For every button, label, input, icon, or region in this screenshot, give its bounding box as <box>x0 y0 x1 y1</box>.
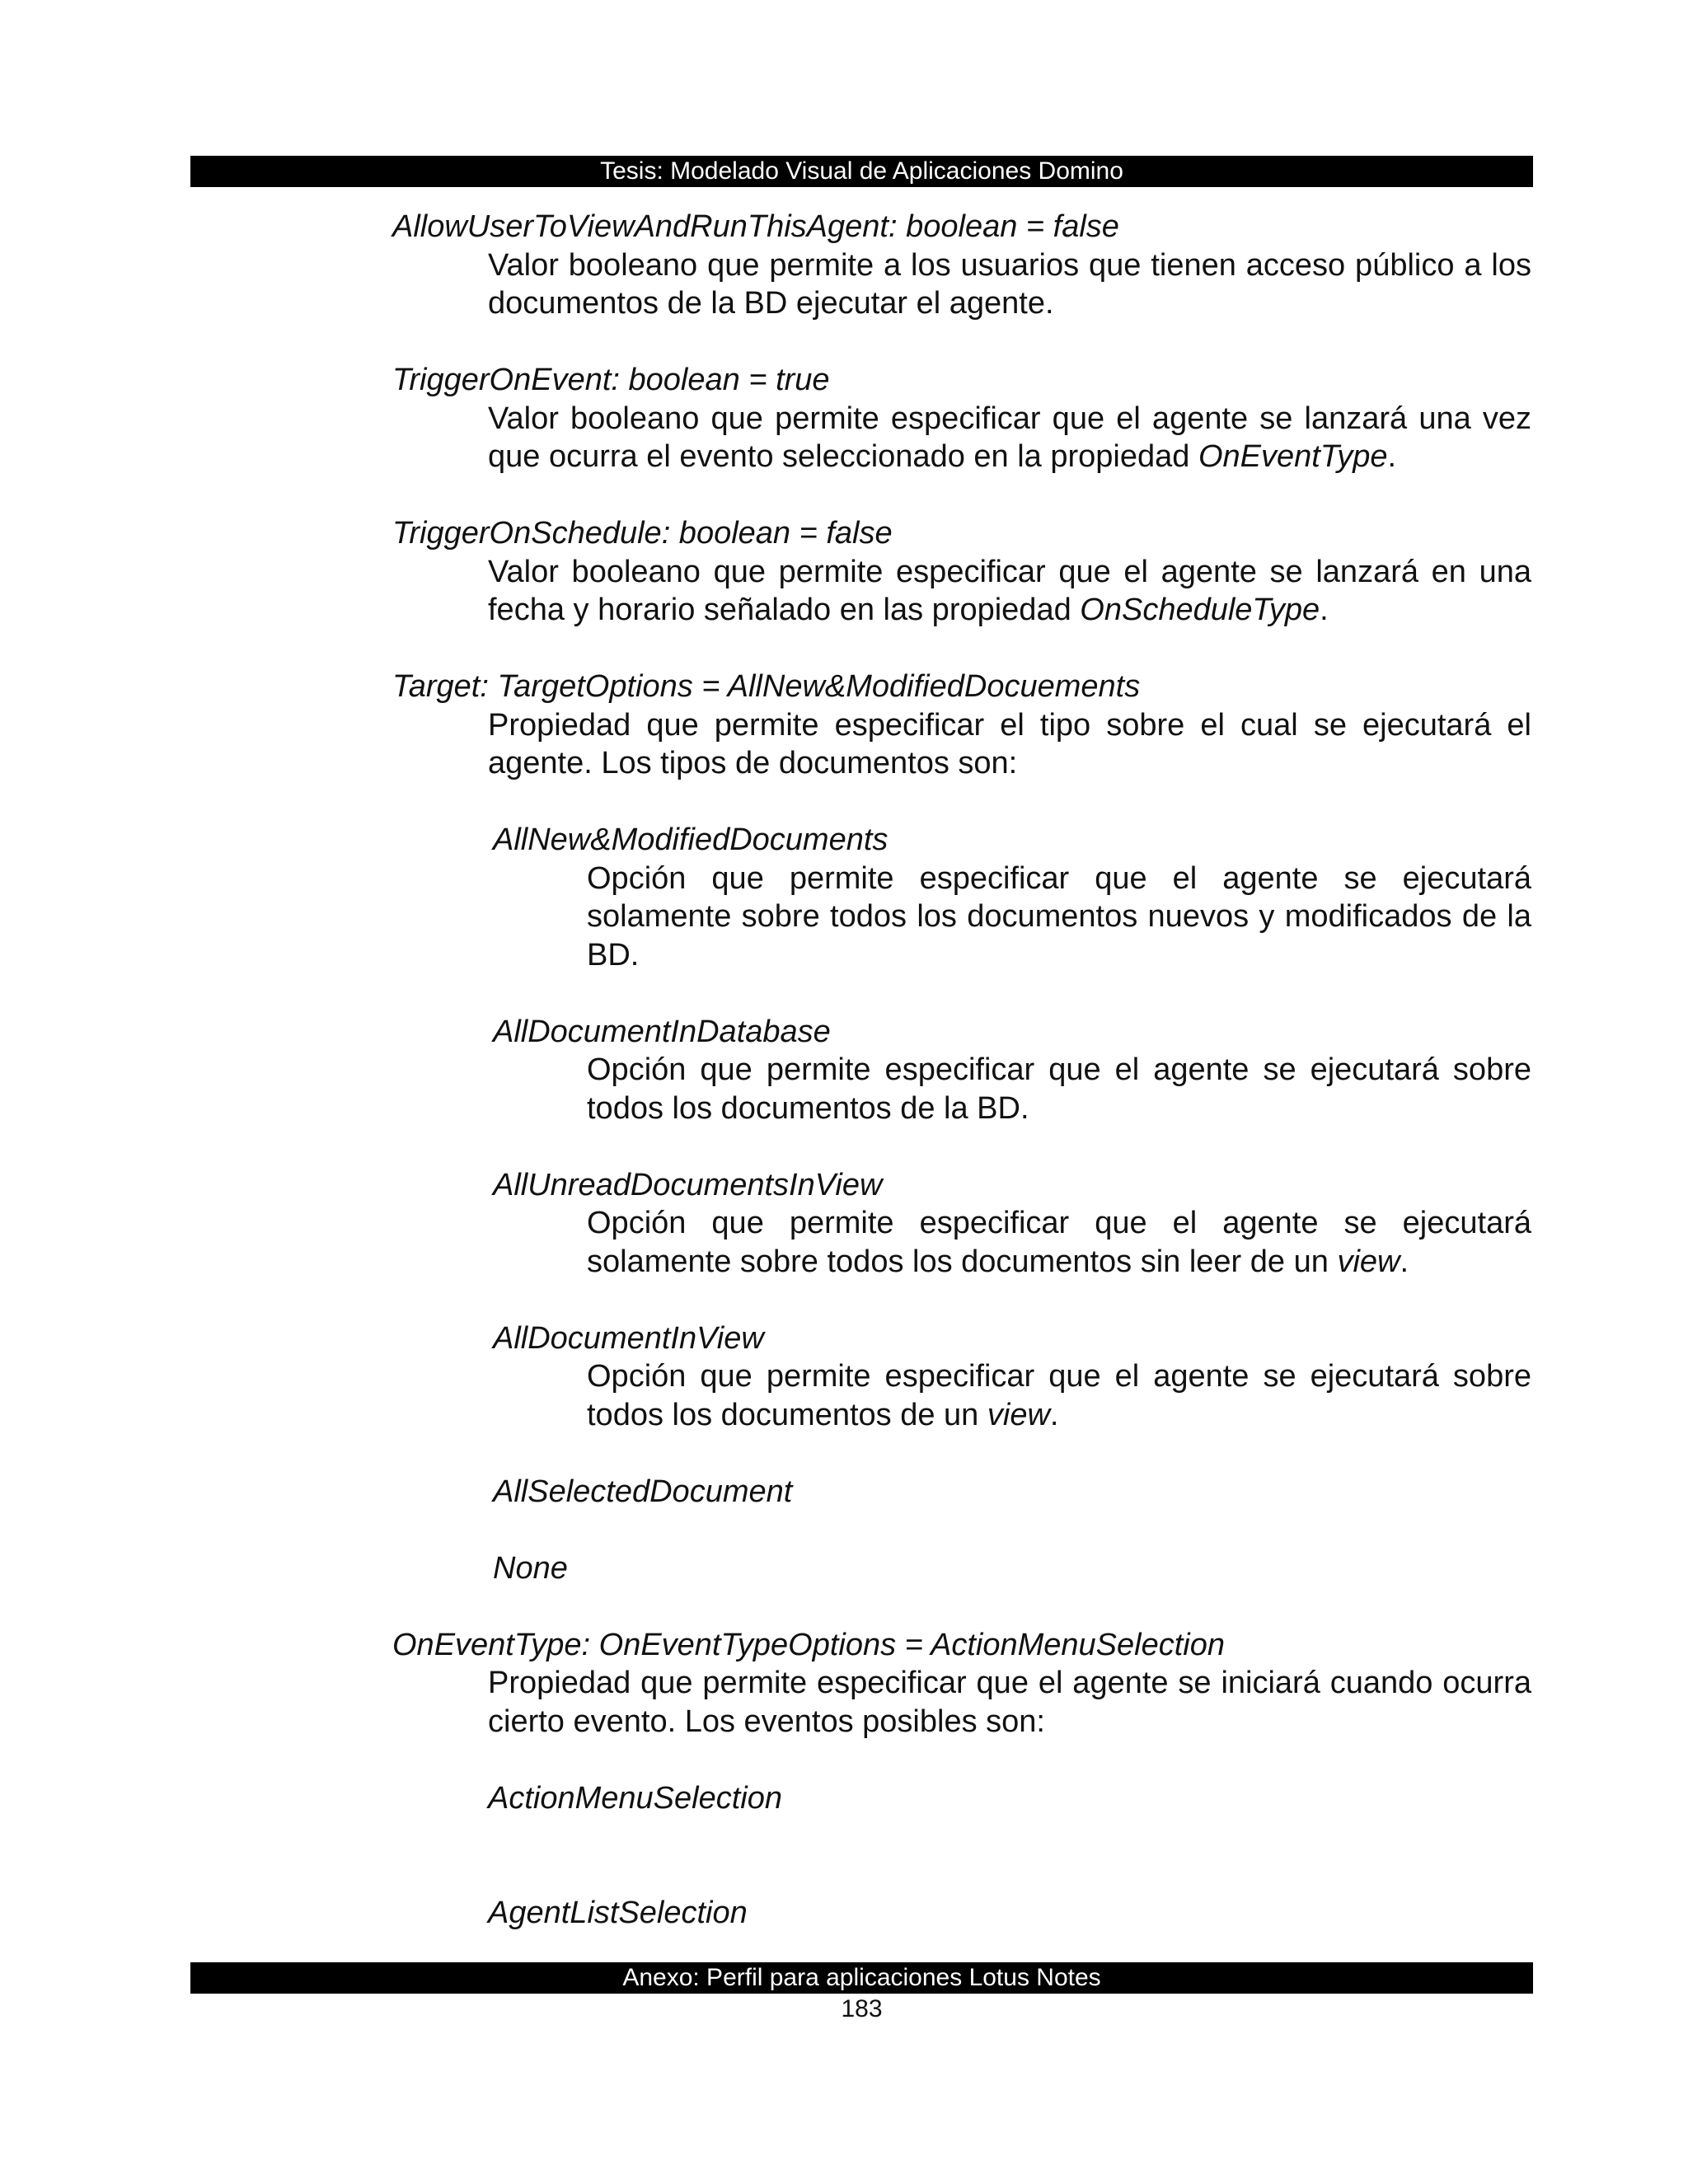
property-allow-user <box>0 208 1688 323</box>
option-description <box>587 1357 1531 1434</box>
option-title: None <box>493 1550 568 1586</box>
header-title: Tesis: Modelado Visual de Aplicaciones Domino <box>600 157 1123 185</box>
property-title: TriggerOnEvent: boolean = true <box>392 363 830 397</box>
description-emphasis: OnScheduleType <box>1080 593 1320 627</box>
description-text: Valor booleano que permite especificar que el agente se lanzará una vez que ocurra el evento seleccionado en la propiedad <box>488 401 1531 474</box>
description-end: . <box>1387 439 1397 474</box>
option-title: AllSelectedDocument <box>493 1474 793 1509</box>
target-option <box>493 821 1688 974</box>
option-title: AllDocumentInView <box>493 1320 764 1356</box>
option-description: Opción que permite especificar que el agente se ejecutará sobre todos los documentos de la BD. <box>587 1052 1531 1126</box>
header-bar <box>190 156 1533 187</box>
property-on-event-type <box>0 1626 1688 1933</box>
description-emphasis: OnEventType <box>1198 439 1388 474</box>
property-target <box>0 668 1688 1587</box>
option-description: Opción que permite especificar que el agente se ejecutará solamente sobre todos los documentos nuevos y modificados de la BD. <box>587 860 1531 972</box>
property-description: Propiedad que permite especificar el tipo sobre el cual se ejecutará el agente. Los tipos de documentos son: <box>488 707 1531 780</box>
property-trigger-on-event <box>0 361 1688 476</box>
footer-title: Anexo: Perfil para aplicaciones Lotus Notes <box>622 1964 1101 1991</box>
option-title: AllNew&ModifiedDocuments <box>493 823 889 857</box>
description-end: . <box>1320 593 1329 627</box>
target-option <box>493 1319 1688 1435</box>
option-title: AllUnreadDocumentsInView <box>493 1167 883 1202</box>
property-title: TriggerOnSchedule: boolean = false <box>392 516 893 551</box>
property-description: Valor booleano que permite a los usuarios que tienen acceso público a los documentos de la BD ejecutar el agente. <box>488 247 1531 321</box>
property-title: AllowUserToViewAndRunThisAgent: boolean = false <box>392 209 1119 244</box>
property-trigger-on-schedule <box>0 514 1688 630</box>
description-text: Opción que permite especificar que el agente se ejecutará solamente sobre todos los documentos sin leer de un <box>587 1206 1531 1279</box>
target-option <box>493 1549 1688 1588</box>
target-option <box>493 1013 1688 1128</box>
option-description <box>587 1204 1531 1281</box>
description-text: Valor booleano que permite especificar que el agente se lanzará en una fecha y horario señalado en las propiedad <box>488 554 1531 627</box>
property-title: Target: TargetOptions = AllNew&ModifiedDocuements <box>392 669 1141 704</box>
description-text: Opción que permite especificar que el agente se ejecutará sobre todos los documentos de un <box>587 1359 1531 1432</box>
event-option: AgentListSelection <box>488 1896 748 1930</box>
footer-bar <box>190 1962 1533 1994</box>
target-option <box>493 1473 1688 1511</box>
property-description: Propiedad que permite especificar que el agente se iniciará cuando ocurra cierto evento. Los eventos posibles son: <box>488 1666 1531 1739</box>
target-option <box>493 1166 1688 1282</box>
page-content <box>0 208 1688 1971</box>
description-emphasis: view <box>987 1397 1050 1432</box>
page-number: 183 <box>841 1995 883 2022</box>
property-description <box>488 400 1531 476</box>
description-end: . <box>1049 1397 1059 1432</box>
property-title: OnEventType: OnEventTypeOptions = ActionMenuSelection <box>392 1627 1226 1662</box>
option-title: AllDocumentInDatabase <box>493 1014 831 1049</box>
description-end: . <box>1400 1244 1409 1279</box>
event-option: ActionMenuSelection <box>488 1780 782 1816</box>
property-description <box>488 553 1531 630</box>
description-emphasis: view <box>1337 1244 1400 1279</box>
